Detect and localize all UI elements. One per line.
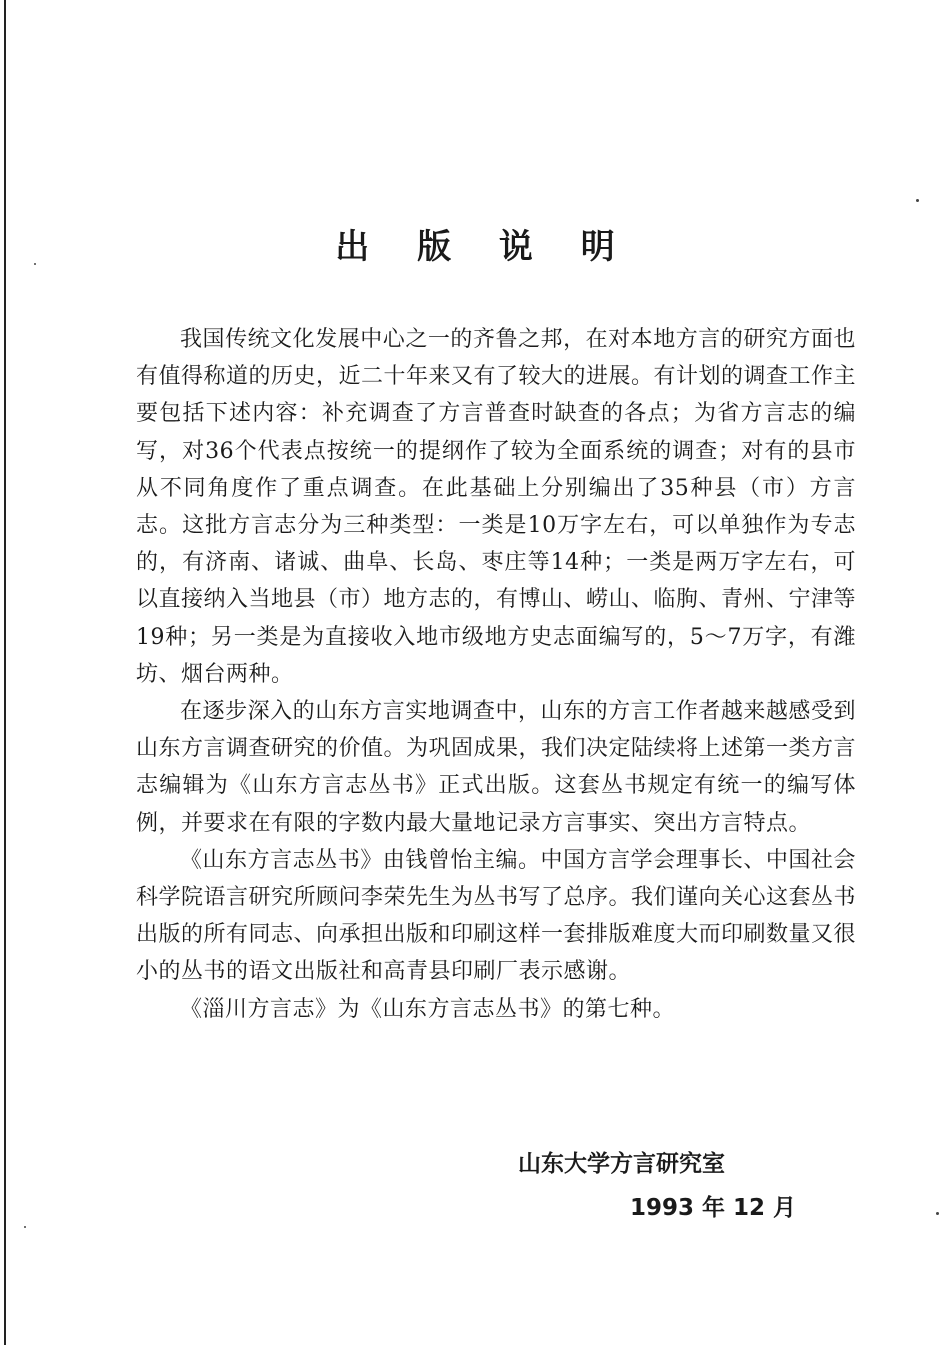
signature-date: 1993 年 12 月 xyxy=(630,1195,797,1221)
scan-speck xyxy=(34,263,36,265)
signature-block xyxy=(518,1142,796,1230)
page-title: 出 版 说 明 xyxy=(335,227,633,267)
page-left-edge xyxy=(4,0,6,1345)
paragraph-4: 《淄川方言志》为《山东方言志丛书》的第七种。 xyxy=(180,996,676,1022)
document-body xyxy=(136,321,856,1028)
signature-org: 山东大学方言研究室 xyxy=(518,1151,725,1177)
paragraph-1: 我国传统文化发展中心之一的齐鲁之邦，在对本地方言的研究方面也有值得称道的历史，近二十年来又有了较大的进展。有计划的调查工作主要包括下述内容：补充调查了方言普查时缺查的各点；为省方言志的编写，对36个代表点按统一的提纲作了较为全面系统的调查；对有的县市从不同角度作了重点调查。在此基础上分别编出了35种县（市）方言志。这批方言志分为三种类型：一类是10万字左右，可以单独作为专志的，有济南、诸诚、曲阜、长岛、枣庄等14种；一类是两万字左右，可以直接纳入当地县（市）地方志的，有博山、崂山、临朐、青州、宁津等19种；另一类是为直接收入地市级地方史志面编写的，5～7万字，有潍坊、烟台两种。 xyxy=(136,327,857,687)
scan-speck xyxy=(24,1226,26,1228)
paragraph-2: 在逐步深入的山东方言实地调查中，山东的方言工作者越来越感受到山东方言调查研究的价值。为巩固成果，我们决定陆续将上述第一类方言志编辑为《山东方言志丛书》正式出版。这套丛书规定有统一的编写体例，并要求在有限的字数内最大量地记录方言事实、突出方言特点。 xyxy=(136,699,857,836)
scan-speck xyxy=(916,199,919,202)
scan-speck xyxy=(936,1212,939,1215)
paragraph-3: 《山东方言志丛书》由钱曾怡主编。中国方言学会理事长、中国社会科学院语言研究所顾问李荣先生为丛书写了总序。我们谨向关心这套丛书出版的所有同志、向承担出版和印刷这样一套排版难度大而印刷数量又很小的丛书的语文出版社和高青县印刷厂表示感谢。 xyxy=(136,847,857,985)
